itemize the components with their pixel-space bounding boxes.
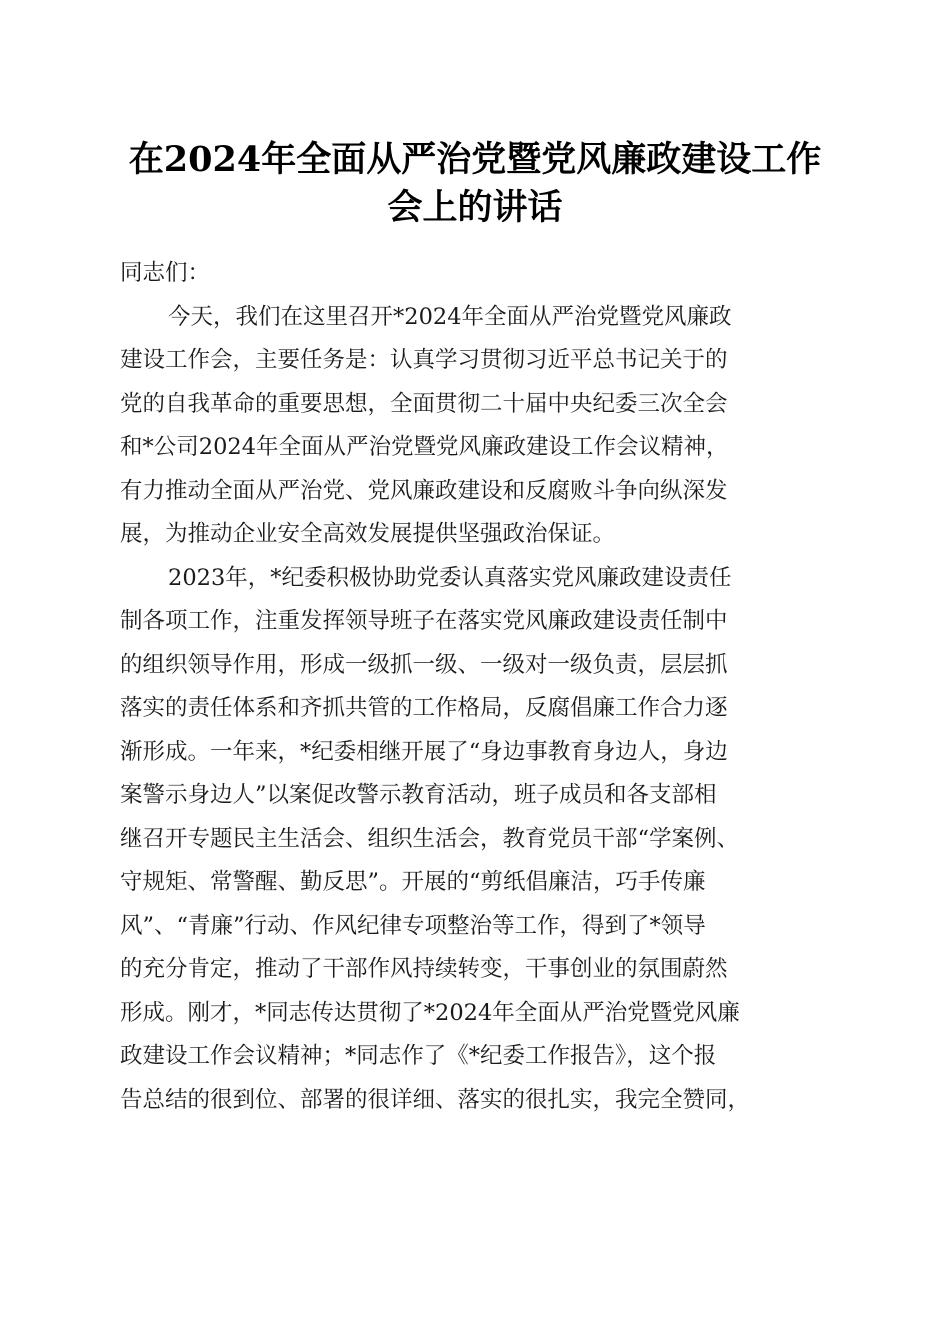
paragraph-line: 的充分肯定，推动了干部作风持续转变，干事创业的氛围蔚然 — [120, 956, 728, 982]
paragraph-line: 守规矩、常警醒、勤反思”。开展的“剪纸倡廉洁，巧手传廉 — [120, 869, 706, 895]
paragraph-line: 建设工作会，主要任务是：认真学习贯彻习近平总书记关于的 — [120, 347, 728, 373]
paragraph-line: 制各项工作，注重发挥领导班子在落实党风廉政建设责任制中 — [120, 608, 728, 634]
paragraph-line: 2023年，*纪委积极协助党委认真落实党风廉政建设责任 — [168, 564, 732, 591]
paragraph-line: 形成。刚才，*同志传达贯彻了*2024年全面从严治党暨党风廉 — [120, 999, 740, 1026]
paragraph-line: 告总结的很到位、部署的很详细、落实的很扎实，我完全赞同， — [120, 1086, 751, 1113]
paragraph-line: 今天，我们在这里召开*2024年全面从严治党暨党风廉政 — [168, 303, 732, 330]
paragraph-1 — [120, 296, 840, 557]
title-line-1: 在2024年全面从严治党暨党风廉政建设工作 — [128, 139, 822, 180]
paragraph-line: 党的自我革命的重要思想，全面贯彻二十届中央纪委三次全会 — [120, 390, 728, 417]
paragraph-line: 有力推动全面从严治党、党风廉政建设和反腐败斗争向纵深发 — [120, 477, 728, 504]
salutation: 同志们： — [120, 260, 211, 286]
paragraph-line: 政建设工作会议精神；*同志作了《*纪委工作报告》，这个报 — [120, 1043, 717, 1069]
document-body — [120, 252, 840, 1122]
paragraph-line: 继召开专题民主生活会、组织生活会，教育党员干部“学案例、 — [120, 825, 740, 852]
paragraph-line: 展，为推动企业安全高效发展提供坚强政治保证。 — [120, 521, 616, 547]
title-line-2: 会上的讲话 — [387, 187, 563, 228]
paragraph-line: 案警示身边人”以案促改警示教育活动，班子成员和各支部相 — [120, 782, 717, 808]
paragraph-2 — [120, 557, 840, 1123]
paragraph-line: 和*公司2024年全面从严治党暨党风廉政建设工作会议精神， — [120, 434, 729, 460]
paragraph-line: 的组织领导作用，形成一级抓一级、一级对一级负责，层层抓 — [120, 651, 728, 678]
paragraph-line: 风”、“青廉”行动、作风纪律专项整治等工作，得到了*领导 — [120, 912, 706, 939]
paragraph-line: 落实的责任体系和齐抓共管的工作格局，反腐倡廉工作合力逐 — [120, 695, 728, 721]
document-title — [100, 136, 850, 232]
paragraph-line: 渐形成。一年来，*纪委相继开展了“身边事教育身边人，身边 — [120, 738, 728, 765]
